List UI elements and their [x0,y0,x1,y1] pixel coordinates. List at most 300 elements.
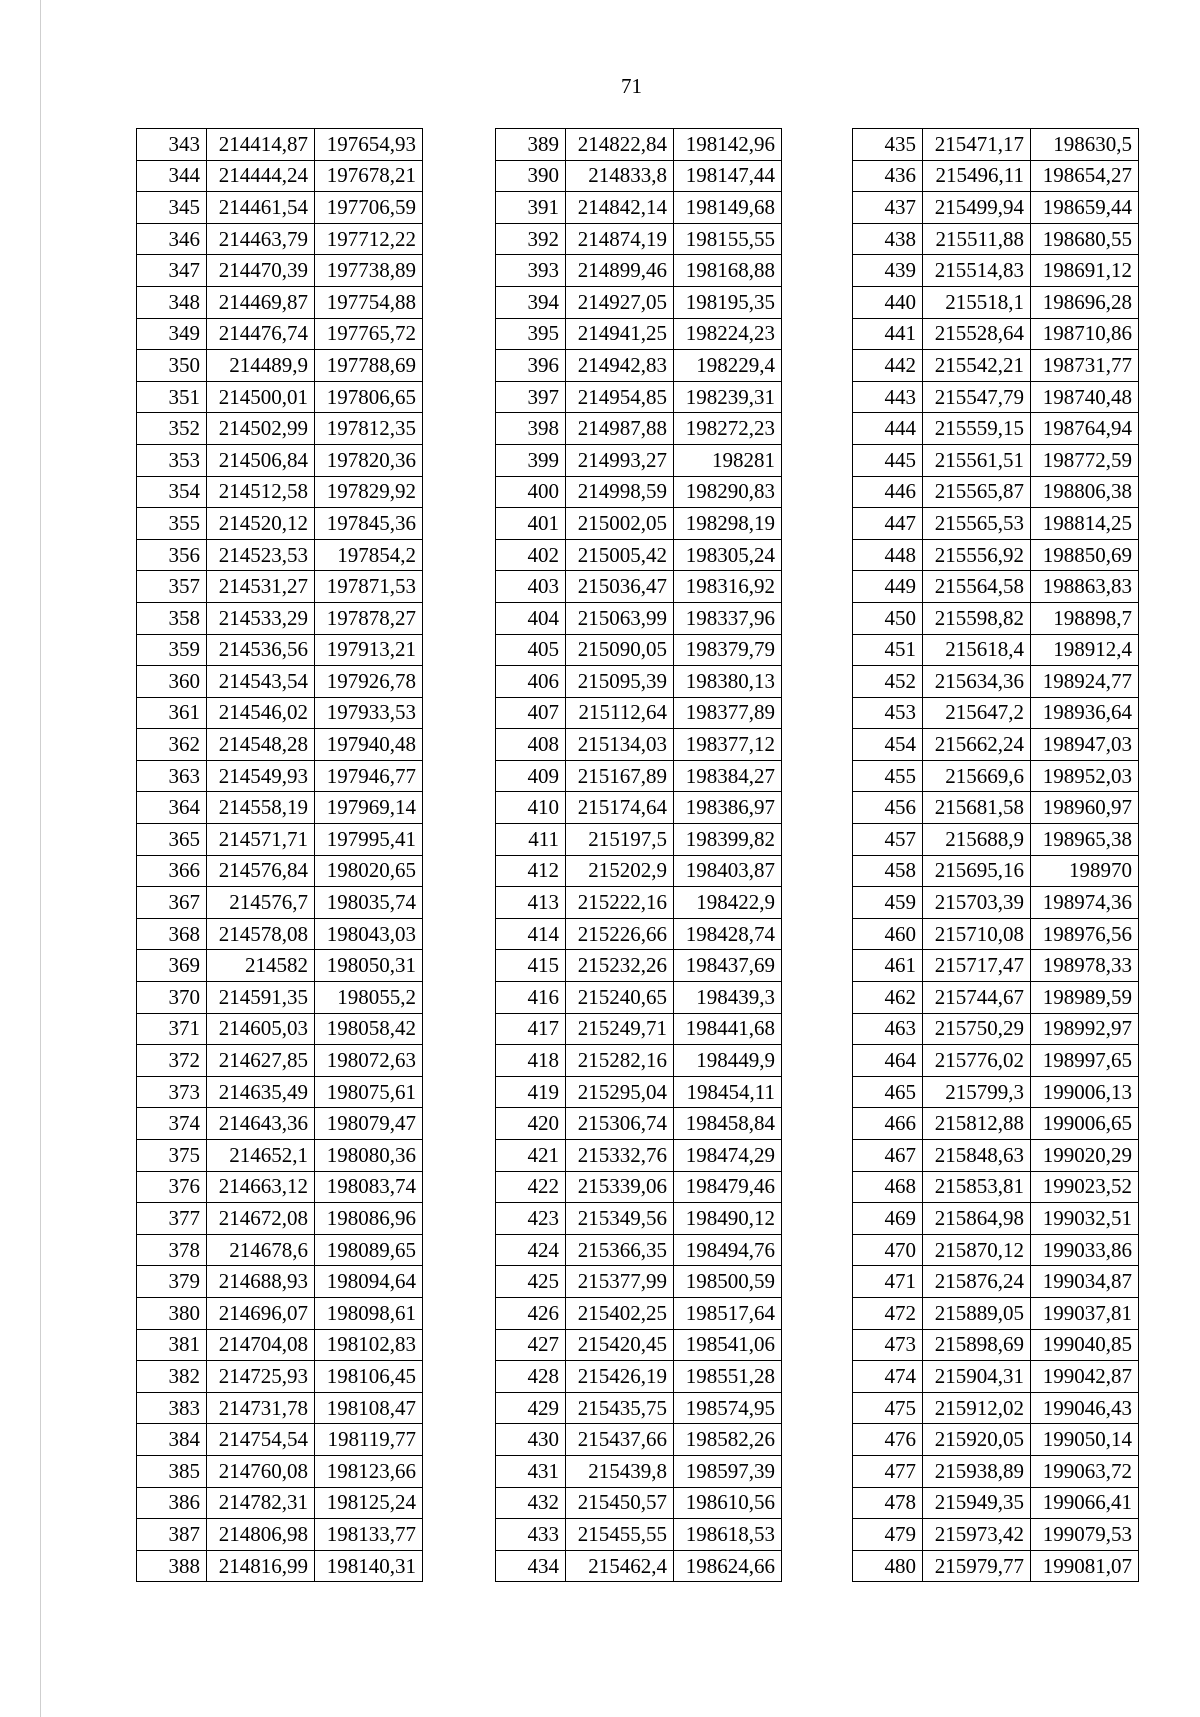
table-row [853,1203,1139,1235]
point-number-cell: 471 [853,1266,923,1298]
y-coordinate-cell: 198551,28 [674,1361,782,1393]
x-coordinate-cell: 215095,39 [566,666,674,698]
y-coordinate-cell: 197706,59 [315,192,423,224]
y-coordinate-cell: 197788,69 [315,350,423,382]
y-coordinate-cell: 198458,84 [674,1108,782,1140]
table-row [137,318,423,350]
x-coordinate-cell: 215249,71 [566,1013,674,1045]
point-number-cell: 456 [853,792,923,824]
y-coordinate-cell: 198399,82 [674,824,782,856]
x-coordinate-cell: 215634,36 [923,666,1031,698]
point-number-cell: 364 [137,792,207,824]
y-coordinate-cell: 197946,77 [315,760,423,792]
point-number-cell: 431 [496,1455,566,1487]
x-coordinate-cell: 215202,9 [566,855,674,887]
y-coordinate-cell: 199034,87 [1031,1266,1139,1298]
x-coordinate-cell: 214993,27 [566,444,674,476]
table-row [853,1076,1139,1108]
point-number-cell: 374 [137,1108,207,1140]
point-number-cell: 429 [496,1392,566,1424]
point-number-cell: 394 [496,286,566,318]
table-row [137,918,423,950]
table-row [496,697,782,729]
table-row [853,508,1139,540]
table-row [853,539,1139,571]
table-row [853,1013,1139,1045]
point-number-cell: 413 [496,887,566,919]
point-number-cell: 352 [137,413,207,445]
x-coordinate-cell: 215870,12 [923,1234,1031,1266]
y-coordinate-cell: 199066,41 [1031,1487,1139,1519]
table-row [137,223,423,255]
x-coordinate-cell: 215036,47 [566,571,674,603]
point-number-cell: 354 [137,476,207,508]
y-coordinate-cell: 199033,86 [1031,1234,1139,1266]
point-number-cell: 350 [137,350,207,382]
y-coordinate-cell: 198863,83 [1031,571,1139,603]
y-coordinate-cell: 198020,65 [315,855,423,887]
x-coordinate-cell: 215938,89 [923,1455,1031,1487]
x-coordinate-cell: 215973,42 [923,1519,1031,1551]
x-coordinate-cell: 215920,05 [923,1424,1031,1456]
x-coordinate-cell: 215174,64 [566,792,674,824]
x-coordinate-cell: 215528,64 [923,318,1031,350]
table-row [853,1108,1139,1140]
y-coordinate-cell: 198403,87 [674,855,782,887]
x-coordinate-cell: 214927,05 [566,286,674,318]
y-coordinate-cell: 198337,96 [674,602,782,634]
y-coordinate-cell: 198422,9 [674,887,782,919]
y-coordinate-cell: 198731,77 [1031,350,1139,382]
x-coordinate-cell: 215799,3 [923,1076,1031,1108]
y-coordinate-cell: 199037,81 [1031,1297,1139,1329]
point-number-cell: 368 [137,918,207,950]
point-number-cell: 439 [853,255,923,287]
x-coordinate-cell: 215669,6 [923,760,1031,792]
x-coordinate-cell: 214874,19 [566,223,674,255]
table-row [137,1140,423,1172]
coordinate-tables [0,128,1200,1588]
point-number-cell: 474 [853,1361,923,1393]
x-coordinate-cell: 214643,36 [207,1108,315,1140]
x-coordinate-cell: 214470,39 [207,255,315,287]
y-coordinate-cell: 198386,97 [674,792,782,824]
x-coordinate-cell: 214833,8 [566,160,674,192]
point-number-cell: 378 [137,1234,207,1266]
table-row [137,255,423,287]
table-row [137,1266,423,1298]
y-coordinate-cell: 198978,33 [1031,950,1139,982]
x-coordinate-cell: 214576,7 [207,887,315,919]
table-row [853,1045,1139,1077]
x-coordinate-cell: 214576,84 [207,855,315,887]
x-coordinate-cell: 214533,29 [207,602,315,634]
table-row [496,539,782,571]
table-row [496,1234,782,1266]
table-row [496,1392,782,1424]
table-row [137,413,423,445]
table-row [137,666,423,698]
table-row [496,1519,782,1551]
table-row [853,602,1139,634]
table-row [853,1266,1139,1298]
y-coordinate-cell: 198035,74 [315,887,423,919]
y-coordinate-cell: 198474,29 [674,1140,782,1172]
y-coordinate-cell: 198142,96 [674,129,782,161]
y-coordinate-cell: 198079,47 [315,1108,423,1140]
x-coordinate-cell: 215717,47 [923,950,1031,982]
y-coordinate-cell: 198898,7 [1031,602,1139,634]
point-number-cell: 441 [853,318,923,350]
y-coordinate-cell: 198086,96 [315,1203,423,1235]
x-coordinate-cell: 215864,98 [923,1203,1031,1235]
y-coordinate-cell: 198272,23 [674,413,782,445]
point-number-cell: 459 [853,887,923,919]
x-coordinate-cell: 215518,1 [923,286,1031,318]
point-number-cell: 442 [853,350,923,382]
point-number-cell: 377 [137,1203,207,1235]
table-row [496,129,782,161]
y-coordinate-cell: 198168,88 [674,255,782,287]
table-row [137,1203,423,1235]
point-number-cell: 458 [853,855,923,887]
y-coordinate-cell: 198997,65 [1031,1045,1139,1077]
y-coordinate-cell: 198924,77 [1031,666,1139,698]
point-number-cell: 438 [853,223,923,255]
x-coordinate-cell: 215848,63 [923,1140,1031,1172]
x-coordinate-cell: 214696,07 [207,1297,315,1329]
x-coordinate-cell: 215898,69 [923,1329,1031,1361]
point-number-cell: 382 [137,1361,207,1393]
table-row [496,1329,782,1361]
y-coordinate-cell: 198043,03 [315,918,423,950]
table-row [496,729,782,761]
table-row [137,129,423,161]
x-coordinate-cell: 215462,4 [566,1550,674,1582]
point-number-cell: 346 [137,223,207,255]
table-row [137,697,423,729]
x-coordinate-cell: 215332,76 [566,1140,674,1172]
table-row [496,476,782,508]
table-row [496,318,782,350]
table-row [853,697,1139,729]
table-row [496,571,782,603]
point-number-cell: 417 [496,1013,566,1045]
y-coordinate-cell: 197913,21 [315,634,423,666]
point-number-cell: 437 [853,192,923,224]
y-coordinate-cell: 198058,42 [315,1013,423,1045]
x-coordinate-cell: 215710,08 [923,918,1031,950]
y-coordinate-cell: 198316,92 [674,571,782,603]
x-coordinate-cell: 214543,54 [207,666,315,698]
y-coordinate-cell: 198947,03 [1031,729,1139,761]
point-number-cell: 345 [137,192,207,224]
y-coordinate-cell: 198281 [674,444,782,476]
y-coordinate-cell: 198494,76 [674,1234,782,1266]
y-coordinate-cell: 198814,25 [1031,508,1139,540]
table-row [137,1076,423,1108]
table-row [496,286,782,318]
point-number-cell: 475 [853,1392,923,1424]
table-row [853,1234,1139,1266]
x-coordinate-cell: 215776,02 [923,1045,1031,1077]
table-row [496,1487,782,1519]
point-number-cell: 343 [137,129,207,161]
point-number-cell: 381 [137,1329,207,1361]
page-number: 71 [621,74,642,98]
table-row [853,1392,1139,1424]
table-row [496,602,782,634]
y-coordinate-cell: 198974,36 [1031,887,1139,919]
point-number-cell: 380 [137,1297,207,1329]
x-coordinate-cell: 214760,08 [207,1455,315,1487]
x-coordinate-cell: 215514,83 [923,255,1031,287]
x-coordinate-cell: 215618,4 [923,634,1031,666]
point-number-cell: 460 [853,918,923,950]
table-row [853,1455,1139,1487]
x-coordinate-cell: 215511,88 [923,223,1031,255]
x-coordinate-cell: 214531,27 [207,571,315,603]
x-coordinate-cell: 215349,56 [566,1203,674,1235]
point-number-cell: 395 [496,318,566,350]
x-coordinate-cell: 214506,84 [207,444,315,476]
table-row [853,1361,1139,1393]
table-row [137,1045,423,1077]
table-row [137,634,423,666]
y-coordinate-cell: 198089,65 [315,1234,423,1266]
x-coordinate-cell: 214523,53 [207,539,315,571]
point-number-cell: 390 [496,160,566,192]
x-coordinate-cell: 214571,71 [207,824,315,856]
point-number-cell: 392 [496,223,566,255]
y-coordinate-cell: 197712,22 [315,223,423,255]
y-coordinate-cell: 198119,77 [315,1424,423,1456]
y-coordinate-cell: 198936,64 [1031,697,1139,729]
y-coordinate-cell: 197940,48 [315,729,423,761]
x-coordinate-cell: 215542,21 [923,350,1031,382]
y-coordinate-cell: 198290,83 [674,476,782,508]
table-row [496,1424,782,1456]
y-coordinate-cell: 198083,74 [315,1171,423,1203]
table-row [137,1171,423,1203]
table-row [496,855,782,887]
point-number-cell: 387 [137,1519,207,1551]
point-number-cell: 419 [496,1076,566,1108]
x-coordinate-cell: 214806,98 [207,1519,315,1551]
x-coordinate-cell: 215703,39 [923,887,1031,919]
table-row [853,887,1139,919]
y-coordinate-cell: 197738,89 [315,255,423,287]
y-coordinate-cell: 198123,66 [315,1455,423,1487]
x-coordinate-cell: 215306,74 [566,1108,674,1140]
table-row [137,192,423,224]
y-coordinate-cell: 197765,72 [315,318,423,350]
x-coordinate-cell: 214731,78 [207,1392,315,1424]
point-number-cell: 409 [496,760,566,792]
table-row [496,223,782,255]
x-coordinate-cell: 214635,49 [207,1076,315,1108]
y-coordinate-cell: 198582,26 [674,1424,782,1456]
table-row [853,476,1139,508]
table-row [137,1297,423,1329]
point-number-cell: 447 [853,508,923,540]
point-number-cell: 415 [496,950,566,982]
table-row [496,1108,782,1140]
x-coordinate-cell: 215437,66 [566,1424,674,1456]
point-number-cell: 389 [496,129,566,161]
x-coordinate-cell: 215812,88 [923,1108,1031,1140]
x-coordinate-cell: 214558,19 [207,792,315,824]
point-number-cell: 452 [853,666,923,698]
point-number-cell: 398 [496,413,566,445]
x-coordinate-cell: 215750,29 [923,1013,1031,1045]
table-row [496,255,782,287]
table-row [496,1266,782,1298]
point-number-cell: 466 [853,1108,923,1140]
point-number-cell: 414 [496,918,566,950]
x-coordinate-cell: 214842,14 [566,192,674,224]
x-coordinate-cell: 214987,88 [566,413,674,445]
table-row [853,318,1139,350]
table-row [853,1140,1139,1172]
y-coordinate-cell: 198072,63 [315,1045,423,1077]
y-coordinate-cell: 198380,13 [674,666,782,698]
point-number-cell: 365 [137,824,207,856]
y-coordinate-cell: 198659,44 [1031,192,1139,224]
y-coordinate-cell: 198108,47 [315,1392,423,1424]
y-coordinate-cell: 199006,13 [1031,1076,1139,1108]
point-number-cell: 453 [853,697,923,729]
point-number-cell: 362 [137,729,207,761]
x-coordinate-cell: 215662,24 [923,729,1031,761]
x-coordinate-cell: 215134,03 [566,729,674,761]
point-number-cell: 446 [853,476,923,508]
point-number-cell: 375 [137,1140,207,1172]
table-row [853,1487,1139,1519]
table-row [496,1076,782,1108]
table-row [853,255,1139,287]
point-number-cell: 462 [853,982,923,1014]
x-coordinate-cell: 215496,11 [923,160,1031,192]
point-number-cell: 408 [496,729,566,761]
x-coordinate-cell: 215377,99 [566,1266,674,1298]
point-number-cell: 367 [137,887,207,919]
point-number-cell: 465 [853,1076,923,1108]
point-number-cell: 463 [853,1013,923,1045]
point-number-cell: 434 [496,1550,566,1582]
point-number-cell: 480 [853,1550,923,1582]
y-coordinate-cell: 198449,9 [674,1045,782,1077]
table-row [853,666,1139,698]
table-row [137,887,423,919]
point-number-cell: 428 [496,1361,566,1393]
x-coordinate-cell: 215295,04 [566,1076,674,1108]
y-coordinate-cell: 198125,24 [315,1487,423,1519]
point-number-cell: 402 [496,539,566,571]
x-coordinate-cell: 215647,2 [923,697,1031,729]
x-coordinate-cell: 214502,99 [207,413,315,445]
table-row [853,286,1139,318]
x-coordinate-cell: 215979,77 [923,1550,1031,1582]
x-coordinate-cell: 214822,84 [566,129,674,161]
y-coordinate-cell: 198098,61 [315,1297,423,1329]
y-coordinate-cell: 198806,38 [1031,476,1139,508]
y-coordinate-cell: 198490,12 [674,1203,782,1235]
table-row [496,1013,782,1045]
y-coordinate-cell: 197812,35 [315,413,423,445]
table-row [853,760,1139,792]
table-row [853,129,1139,161]
point-number-cell: 425 [496,1266,566,1298]
y-coordinate-cell: 198541,06 [674,1329,782,1361]
table-row [137,1424,423,1456]
table-row [853,1550,1139,1582]
x-coordinate-cell: 215949,35 [923,1487,1031,1519]
point-number-cell: 436 [853,160,923,192]
x-coordinate-cell: 215561,51 [923,444,1031,476]
point-number-cell: 351 [137,381,207,413]
y-coordinate-cell: 198912,4 [1031,634,1139,666]
point-number-cell: 363 [137,760,207,792]
table-row [137,1329,423,1361]
x-coordinate-cell: 215547,79 [923,381,1031,413]
table-row [137,824,423,856]
y-coordinate-cell: 198696,28 [1031,286,1139,318]
point-number-cell: 464 [853,1045,923,1077]
point-number-cell: 430 [496,1424,566,1456]
table-row [496,1455,782,1487]
point-number-cell: 473 [853,1329,923,1361]
y-coordinate-cell: 198618,53 [674,1519,782,1551]
x-coordinate-cell: 215450,57 [566,1487,674,1519]
y-coordinate-cell: 198691,12 [1031,255,1139,287]
y-coordinate-cell: 198952,03 [1031,760,1139,792]
point-number-cell: 391 [496,192,566,224]
table-row [496,918,782,950]
y-coordinate-cell: 197854,2 [315,539,423,571]
point-number-cell: 451 [853,634,923,666]
table-row [137,1455,423,1487]
table-row [853,950,1139,982]
point-number-cell: 360 [137,666,207,698]
coordinate-table-3 [852,128,1139,1582]
table-row [496,1361,782,1393]
table-row [137,792,423,824]
point-number-cell: 407 [496,697,566,729]
y-coordinate-cell: 198094,64 [315,1266,423,1298]
y-coordinate-cell: 198740,48 [1031,381,1139,413]
point-number-cell: 479 [853,1519,923,1551]
y-coordinate-cell: 198454,11 [674,1076,782,1108]
x-coordinate-cell: 215439,8 [566,1455,674,1487]
table-row [853,1519,1139,1551]
x-coordinate-cell: 215112,64 [566,697,674,729]
x-coordinate-cell: 214476,74 [207,318,315,350]
table-row [853,918,1139,950]
x-coordinate-cell: 215889,05 [923,1297,1031,1329]
point-number-cell: 426 [496,1297,566,1329]
x-coordinate-cell: 215402,25 [566,1297,674,1329]
point-number-cell: 448 [853,539,923,571]
y-coordinate-cell: 197754,88 [315,286,423,318]
y-coordinate-cell: 198224,23 [674,318,782,350]
x-coordinate-cell: 215556,92 [923,539,1031,571]
point-number-cell: 369 [137,950,207,982]
y-coordinate-cell: 197820,36 [315,444,423,476]
x-coordinate-cell: 214444,24 [207,160,315,192]
x-coordinate-cell: 214536,56 [207,634,315,666]
x-coordinate-cell: 215282,16 [566,1045,674,1077]
